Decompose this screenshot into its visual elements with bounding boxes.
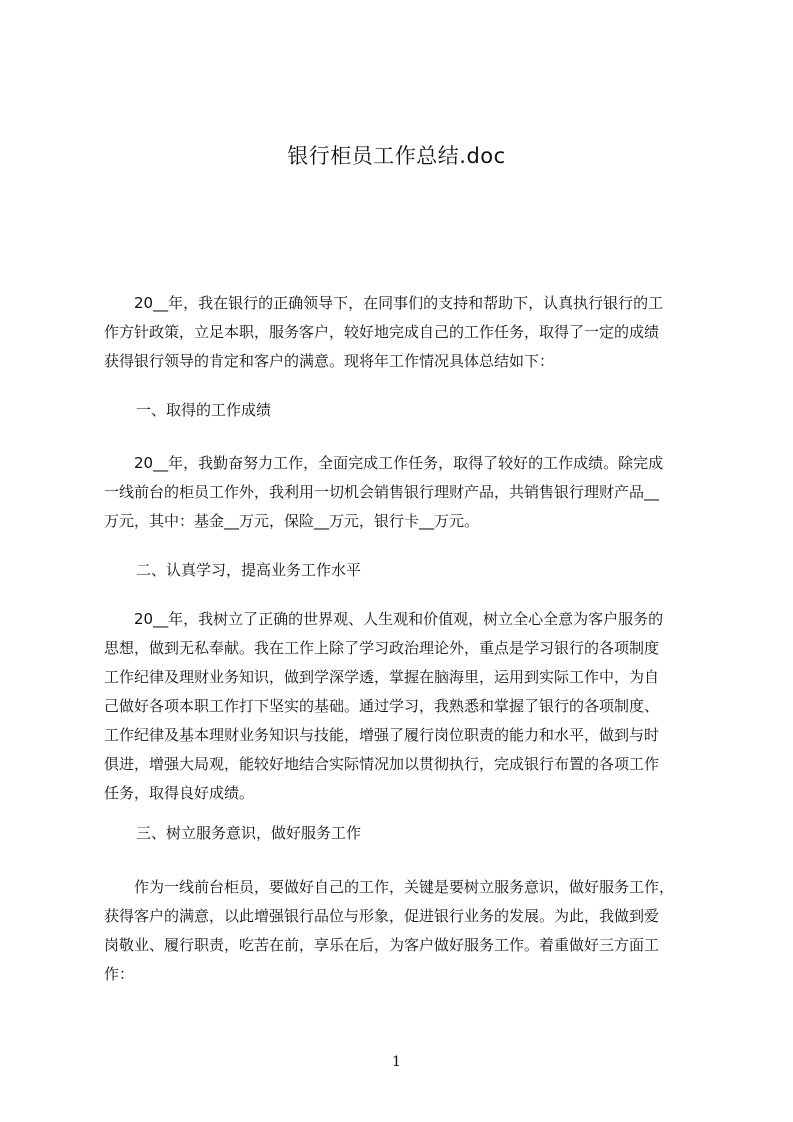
- text-line: 俱进，增强大局观，能较好地结合实际情况加以贯彻执行，完成银行布置的各项工作: [104, 755, 660, 773]
- section-heading-3: 三、树立服务意识，做好服务工作: [136, 824, 362, 842]
- text-line: 岗敬业、履行职责，吃苦在前，享乐在后，为客户做好服务工作。着重做好三方面工: [104, 936, 660, 954]
- text-line: 工作纪律及理财业务知识，做到学深学透，掌握在脑海里，运用到实际工作中，为自: [104, 668, 660, 686]
- section-heading-1: 一、取得的工作成绩: [136, 401, 272, 419]
- text-line: 任务，取得良好成绩。: [104, 784, 255, 802]
- paragraph-1: [104, 449, 704, 536]
- text-line: 20__年，我在银行的正确领导下，在同事们的支持和帮助下，认真执行银行的工: [104, 294, 664, 312]
- section-heading-2: 二、认真学习，提高业务工作水平: [136, 561, 362, 579]
- text-line: 作为一线前台柜员，要做好自己的工作，关键是要树立服务意识，做好服务工作，: [104, 878, 675, 896]
- paragraph-intro: [104, 289, 704, 376]
- text-line: 万元，其中：基金__万元，保险__万元，银行卡__万元。: [104, 512, 480, 530]
- text-line: 作：: [104, 965, 135, 983]
- page-number: 1: [392, 1054, 401, 1070]
- text-line: 工作纪律及基本理财业务知识与技能，增强了履行岗位职责的能力和水平，做到与时: [104, 726, 660, 744]
- text-line: 获得客户的满意，以此增强银行品位与形象，促进银行业务的发展。为此，我做到爱: [104, 907, 660, 925]
- text-line: 思想，做到无私奉献。我在工作上除了学习政治理论外，重点是学习银行的各项制度: [104, 639, 660, 657]
- text-line: 己做好各项本职工作打下坚实的基础。通过学习，我熟悉和掌握了银行的各项制度、: [104, 697, 660, 715]
- text-line: 获得银行领导的肯定和客户的满意。现将年工作情况具体总结如下：: [104, 352, 555, 370]
- text-line: 20__年，我树立了正确的世界观、人生观和价值观，树立全心全意为客户服务的: [104, 610, 664, 628]
- text-line: 20__年，我勤奋努力工作，全面完成工作任务，取得了较好的工作成绩。除完成: [104, 454, 664, 472]
- paragraph-3: [104, 873, 704, 989]
- text-line: 一线前台的柜员工作外，我利用一切机会销售银行理财产品，共销售银行理财产品__: [104, 483, 660, 501]
- paragraph-2: [104, 605, 704, 808]
- text-line: 作方针政策，立足本职，服务客户，较好地完成自己的工作任务，取得了一定的成绩: [104, 323, 660, 341]
- document-title: 银行柜员工作总结.doc: [287, 144, 506, 168]
